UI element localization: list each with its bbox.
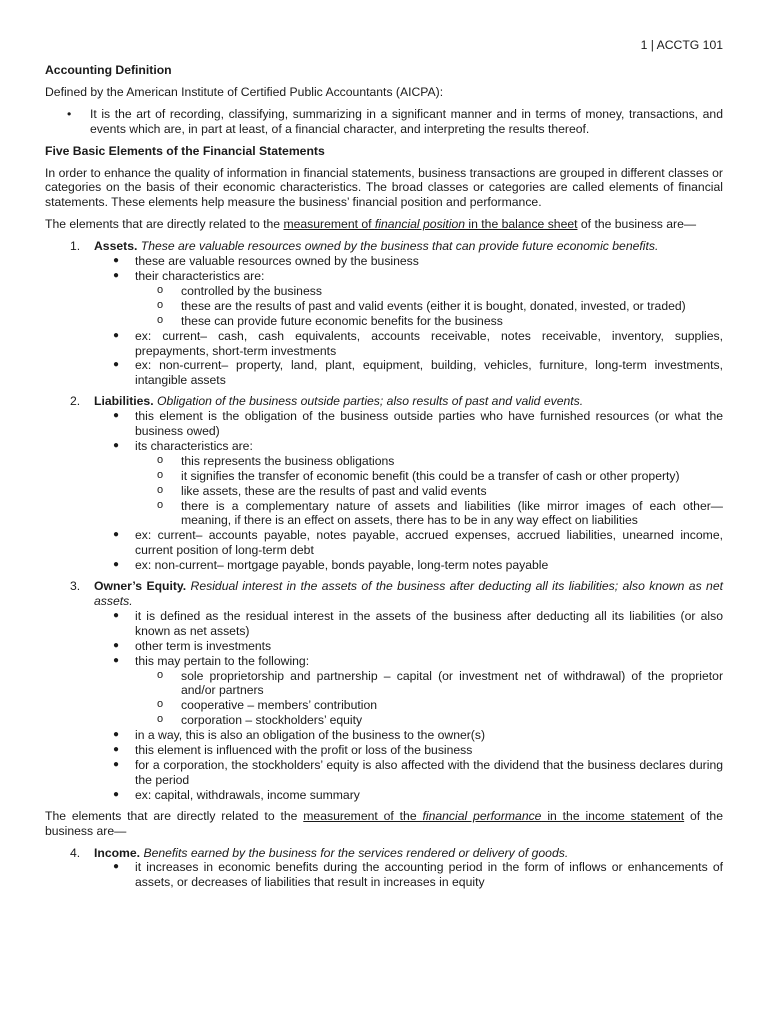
list-item: ● it is defined as the residual interest in the assets of the business after deducting all its liabilities (or also known as net assets) — [113, 608, 723, 638]
list-item: ● in a way, this is also an obligation of the business to the owner(s) — [113, 728, 486, 743]
element-income — [45, 846, 723, 891]
element-assets — [45, 239, 723, 388]
liabilities-heading: 2. Liabilities. Obligation of the business outside parties; also results of past and valid events. — [70, 394, 584, 409]
section-title-accounting-definition: Accounting Definition — [45, 63, 172, 77]
list-item: ● for a corporation, the stockholders’ equity is also affected with the dividend that the business declares during the period — [113, 757, 723, 787]
page-content — [45, 63, 723, 896]
list-item: ● it increases in economic benefits during the accounting period in the form of inflows or enhancements of assets, or decreases of liabilities that result in increases in equity — [113, 860, 723, 890]
element-owners-equity — [45, 579, 723, 803]
list-item: ● ex: capital, withdrawals, income summary — [113, 787, 360, 802]
list-subitem: o these are the results of past and valid events (either it is bought, donated, invested, or traded) — [157, 298, 686, 313]
financial-position-intro: The elements that are directly related to the measurement of financial position in the balance sheet of the business are— — [45, 217, 697, 232]
list-item: ● its characteristics are: — [113, 438, 253, 453]
list-item: ● this may pertain to the following: — [113, 653, 310, 668]
list-subitem: o cooperative – members’ contribution — [157, 698, 377, 713]
list-subitem: o like assets, these are the results of past and valid events — [157, 483, 487, 498]
element-liabilities — [45, 394, 723, 573]
list-item: ● these are valuable resources owned by the business — [113, 254, 419, 269]
list-subitem: o corporation – stockholders’ equity — [157, 713, 363, 728]
defined-by-text: Defined by the American Institute of Certified Public Accountants (AICPA): — [45, 84, 444, 99]
list-item: ● this element is the obligation of the business outside parties who have furnished resources (or what the business owed) — [113, 409, 723, 439]
list-subitem: o it signifies the transfer of economic benefit (this could be a transfer of cash or other property) — [157, 468, 680, 483]
income-heading: 4. Income. Benefits earned by the business for the services rendered or delivery of goods. — [70, 845, 569, 860]
financial-performance-intro: The elements that are directly related to the measurement of the financial performance in the income statement of the business are— — [45, 808, 723, 838]
section-title-five-elements: Five Basic Elements of the Financial Statements — [45, 143, 325, 158]
list-subitem: o these can provide future economic benefits for the business — [157, 313, 503, 328]
list-item: ● ex: current– accounts payable, notes payable, accrued expenses, accrued liabilities, unearned income, current position of long-term debt — [113, 528, 723, 558]
bullet-marker: • — [67, 106, 72, 121]
list-subitem: o this represents the business obligations — [157, 453, 395, 468]
list-item: ● ex: non-current– mortgage payable, bonds payable, long-term notes payable — [113, 558, 549, 573]
list-item: ● ex: non-current– property, land, plant, equipment, building, vehicles, furniture, long-term investments, intangible assets — [113, 358, 723, 388]
list-item: ● ex: current– cash, cash equivalents, accounts receivable, notes receivable, inventory, supplies, prepayments, short-term investments — [113, 328, 723, 358]
list-subitem: o sole proprietorship and partnership – capital (or investment net of withdrawal) of the proprietor and/or partners — [157, 668, 723, 698]
equity-heading: 3. Owner’s Equity. Residual interest in the assets of the business after deducting all its liabilities; also known as net assets. — [70, 579, 723, 608]
list-subitem: o there is a complementary nature of assets and liabilities (like mirror images of each other— meaning, if there is an effect on assets, there has to be in any way effect on liabilities — [157, 498, 723, 528]
page-header: 1 | ACCTG 101 — [640, 38, 723, 52]
list-item: ● this element is influenced with the profit or loss of the business — [113, 743, 473, 758]
aicpa-definition-bullet: • It is the art of recording, classifying, summarizing in a significant manner and in terms of money, transactions, and events which are, in part at least, of a financial character, and interpreting the results thereof. — [67, 106, 723, 136]
list-item: ● other term is investments — [113, 638, 272, 653]
intro-paragraph: In order to enhance the quality of information in financial statements, business transactions are grouped in different classes or categories on the basis of their economic characteristics. The broad classes or categories are called elements of financial statements. These elements help measure the business’ financial position and performance. — [45, 165, 723, 210]
assets-heading: 1. Assets. These are valuable resources owned by the business that can provide future economic benefits. — [70, 239, 659, 254]
list-subitem: o controlled by the business — [157, 283, 322, 298]
list-item: ● their characteristics are: — [113, 268, 265, 283]
